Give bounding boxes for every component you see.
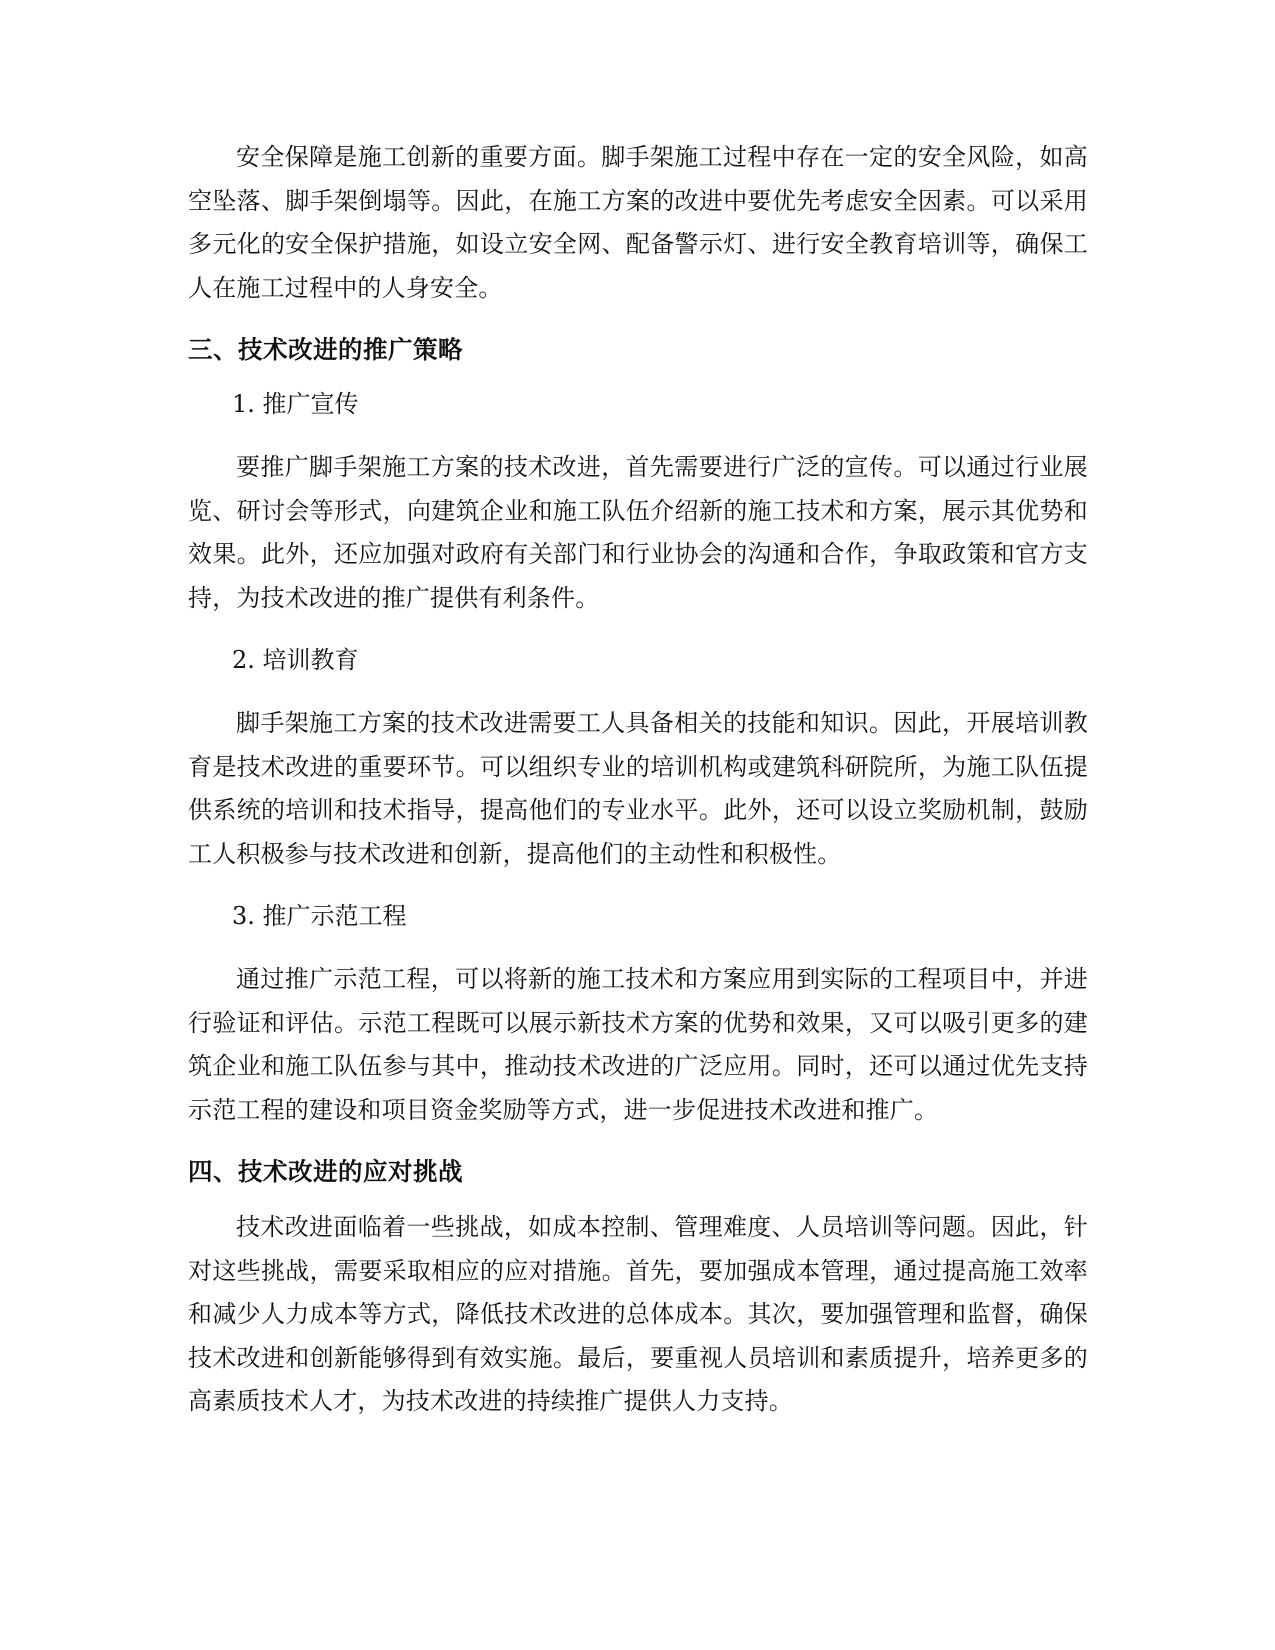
paragraph-training: 脚手架施工方案的技术改进需要工人具备相关的技能和知识。因此，开展培训教育是技术改进的重要环节。可以组织专业的培训机构或建筑科研院所，为施工队伍提供系统的培训和技术指导，提高他们的专业水平。此外，还可以设立奖励机制，鼓励工人积极参与技术改进和创新，提高他们的主动性和积极性。	[188, 709, 1088, 868]
subheading-demonstration: 3. 推广示范工程	[232, 902, 407, 930]
subheading-publicity: 1. 推广宣传	[232, 390, 359, 418]
section-heading-promotion-strategy: 三、技术改进的推广策略	[188, 335, 463, 364]
section-heading-challenges: 四、技术改进的应对挑战	[188, 1157, 463, 1186]
intro-paragraph: 安全保障是施工创新的重要方面。脚手架施工过程中存在一定的安全风险，如高空坠落、脚手架倒塌等。因此，在施工方案的改进中要优先考虑安全因素。可以采用多元化的安全保护措施，如设立安全网、配备警示灯、进行安全教育培训等，确保工人在施工过程中的人身安全。	[188, 143, 1088, 302]
subheading-training: 2. 培训教育	[232, 646, 359, 674]
paragraph-demonstration: 通过推广示范工程，可以将新的施工技术和方案应用到实际的工程项目中，并进行验证和评估。示范工程既可以展示新技术方案的优势和效果，又可以吸引更多的建筑企业和施工队伍参与其中，推动技术改进的广泛应用。同时，还可以通过优先支持示范工程的建设和项目资金奖励等方式，进一步促进技术改进和推广。	[188, 965, 1088, 1124]
document-body	[188, 136, 1088, 1424]
paragraph-publicity: 要推广脚手架施工方案的技术改进，首先需要进行广泛的宣传。可以通过行业展览、研讨会等形式，向建筑企业和施工队伍介绍新的施工技术和方案，展示其优势和效果。此外，还应加强对政府有关部门和行业协会的沟通和合作，争取政策和官方支持，为技术改进的推广提供有利条件。	[188, 453, 1088, 612]
paragraph-challenges: 技术改进面临着一些挑战，如成本控制、管理难度、人员培训等问题。因此，针对这些挑战，需要采取相应的应对措施。首先，要加强成本管理，通过提高施工效率和减少人力成本等方式，降低技术改进的总体成本。其次，要加强管理和监督，确保技术改进和创新能够得到有效实施。最后，要重视人员培训和素质提升，培养更多的高素质技术人才，为技术改进的持续推广提供人力支持。	[188, 1213, 1088, 1415]
